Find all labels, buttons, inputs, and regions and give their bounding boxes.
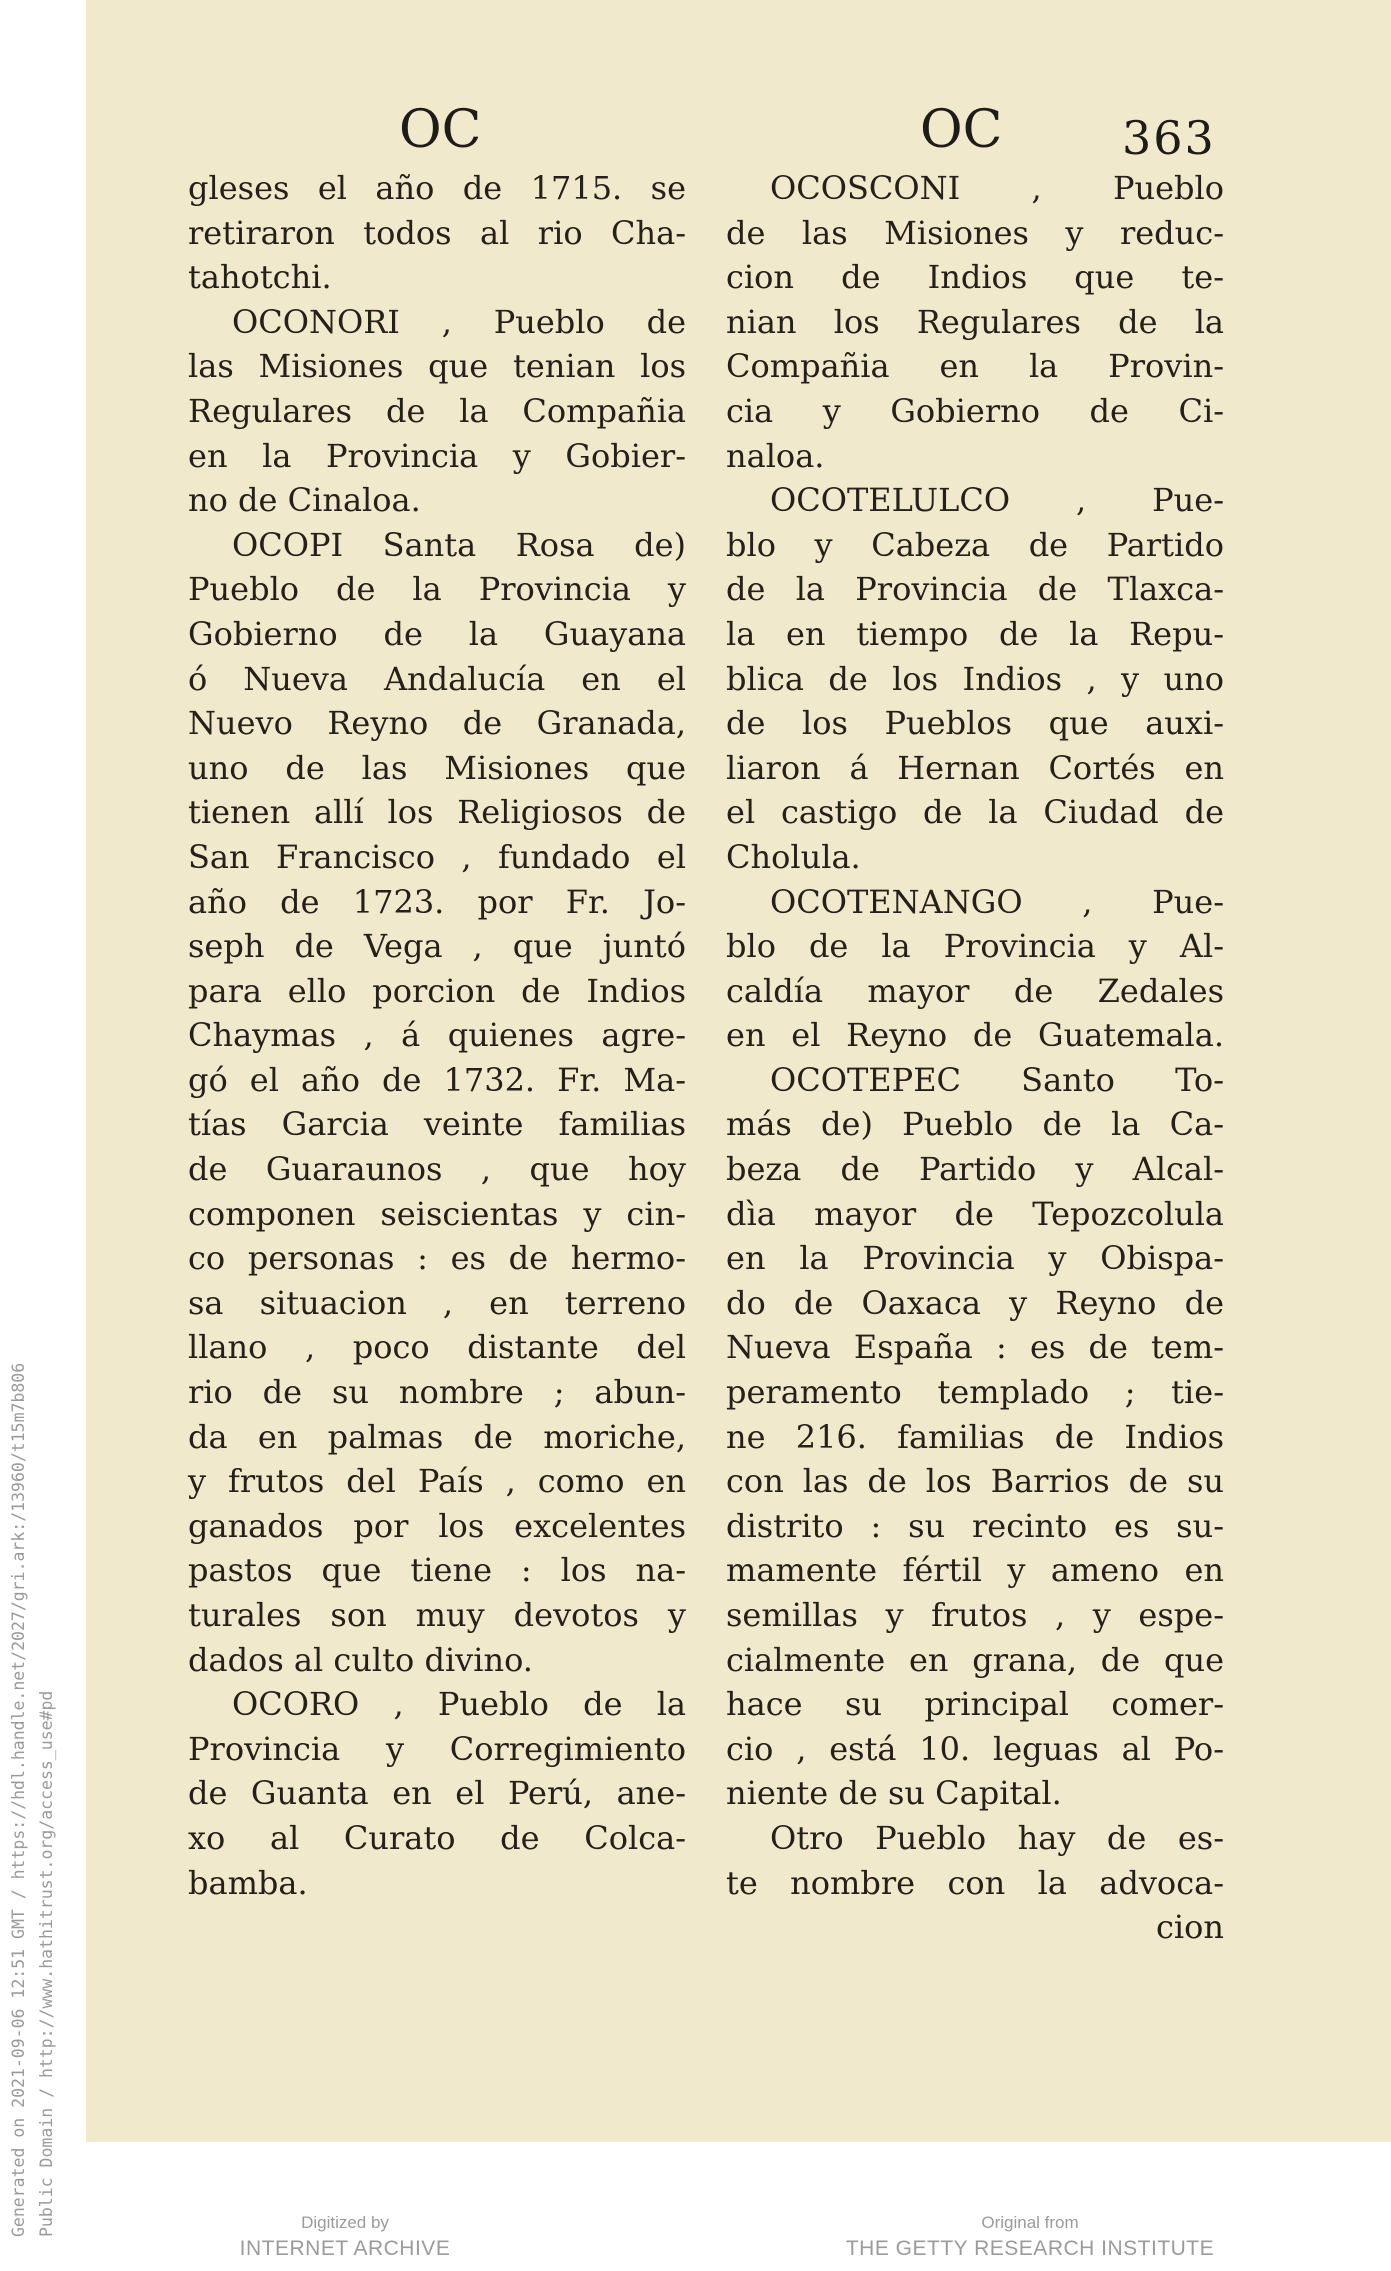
text-line: tías Garcia veinte familias [188,1105,686,1144]
text-line: dados al culto divino. [188,1640,533,1679]
access-note-license: Public Domain / http://www.hathitrust.org/access_use#pd [37,1690,56,2237]
text-line: tienen allí los Religiosos de [188,793,686,832]
text-line: turales son muy devotos y [188,1596,686,1634]
getty-institute-label: THE GETTY RESEARCH INSTITUTE [845,2237,1215,2260]
text-line: de Guaraunos , que hoy [188,1150,686,1189]
catchword: cion [1155,1908,1224,1947]
text-line: peramento templado ; tie- [726,1373,1224,1412]
text-line: uno de las Misiones que [188,748,686,787]
text-line: cio , está 10. leguas al Po- [726,1729,1224,1768]
running-head-right: OC [920,100,1003,160]
entry-heading-line: OCOTENANGO , Pue- [770,882,1224,921]
book-page [86,0,1391,2142]
entry-heading-line: OCORO , Pueblo de la [232,1685,686,1724]
text-line: naloa. [726,436,825,475]
text-line: mamente fértil y ameno en [726,1551,1224,1590]
text-line: ganados por los excelentes [188,1506,686,1545]
text-line: ne 216. familias de Indios [726,1417,1224,1456]
text-line: para ello porcion de Indios [188,971,686,1010]
running-head-left: OC [399,100,482,160]
digitized-by-credit [230,2211,460,2263]
entry-heading-line: OCOPI Santa Rosa de) [232,525,686,564]
text-line: ó Nueva Andalucía en el [188,659,686,698]
text-line: te nombre con la advoca- [726,1863,1224,1902]
text-line: tahotchi. [188,258,332,297]
text-line: nian los Regulares de la [726,302,1224,341]
text-line: año de 1723. por Fr. Jo- [188,882,686,921]
text-line: co personas : es de hermo- [188,1239,686,1278]
text-line: en la Provincia y Gobier- [188,436,686,475]
text-line: semillas y frutos , y espe- [726,1596,1224,1634]
text-line: no de Cinaloa. [188,481,421,520]
page-number: 363 [1122,111,1216,165]
text-line: más de) Pueblo de la Ca- [726,1105,1224,1144]
text-line: do de Oaxaca y Reyno de [726,1283,1224,1322]
text-line: componen seiscientas y cin- [188,1194,686,1233]
text-line: blo de la Provincia y Al- [726,927,1224,966]
text-line: con las de los Barrios de su [726,1462,1224,1501]
text-line: distrito : su recinto es su- [726,1506,1224,1545]
text-line: las Misiones que tenian los [188,347,686,386]
text-line: Compañia en la Provin- [726,347,1224,386]
text-line: hace su principal comer- [726,1685,1224,1724]
text-line: niente de su Capital. [726,1774,1062,1813]
text-line: retiraron todos al rio Cha- [188,213,686,252]
text-line: xo al Curato de Colca- [188,1818,686,1857]
text-line: cialmente en grana, de que [726,1640,1224,1679]
text-line: el castigo de la Ciudad de [726,793,1224,832]
text-line: llano , poco distante del [188,1328,686,1367]
text-line: la en tiempo de la Repu- [726,614,1224,653]
text-line: seph de Vega , que juntó [188,927,686,966]
text-line: da en palmas de moriche, [188,1417,686,1456]
text-line: Pueblo de la Provincia y [188,570,686,609]
text-line: pastos que tiene : los na- [188,1551,686,1590]
text-line: en la Provincia y Obispa- [726,1239,1224,1278]
text-line: de los Pueblos que auxi- [726,704,1224,743]
text-line: dìa mayor de Tepozcolula [726,1194,1224,1233]
entry-heading-line: OCOTELULCO , Pue- [770,481,1224,520]
entry-heading-line: Otro Pueblo hay de es- [770,1818,1224,1857]
text-line: blo y Cabeza de Partido [726,525,1224,564]
original-from-credit [840,2211,1220,2263]
entry-heading-line: OCOTEPEC Santo To- [770,1060,1224,1099]
text-line: sa situacion , en terreno [188,1283,686,1322]
access-note [6,1087,56,2237]
text-line: de Guanta en el Perú, ane- [188,1774,686,1813]
text-line: Regulares de la Compañia [188,391,686,430]
text-line: gó el año de 1732. Fr. Ma- [188,1060,686,1099]
text-line: caldía mayor de Zedales [726,971,1224,1010]
left-margin [0,0,86,2271]
text-line: San Francisco , fundado el [188,837,686,876]
text-line: de la Provincia de Tlaxca- [726,570,1224,609]
text-line: rio de su nombre ; abun- [188,1373,686,1412]
entry-heading-line: OCONORI , Pueblo de [232,302,686,341]
text-line: liaron á Hernan Cortés en [726,748,1224,787]
original-from-label: Original from [981,2213,1079,2232]
text-line: bamba. [188,1863,308,1902]
internet-archive-label: INTERNET ARCHIVE [239,2237,451,2260]
text-line: en el Reyno de Guatemala. [726,1016,1224,1055]
digitized-by-label: Digitized by [301,2213,389,2232]
text-line: Cholula. [726,837,861,876]
text-line: de las Misiones y reduc- [726,213,1224,252]
access-note-generated: Generated on 2021-09-06 12:51 GMT / https://hdl.handle.net/2027/gri.ark:/13960/t15m7b806 [9,1362,28,2237]
text-line: Nueva España : es de tem- [726,1328,1224,1367]
text-line: Provincia y Corregimiento [188,1729,686,1768]
text-line: gleses el año de 1715. se [188,169,686,207]
left-column [188,166,686,1905]
text-line: blica de los Indios , y uno [726,659,1224,698]
text-line: Nuevo Reyno de Granada, [188,704,686,743]
text-line: Gobierno de la Guayana [188,614,686,653]
text-line: cion de Indios que te- [726,258,1224,297]
right-column [726,166,1224,1950]
text-line: cia y Gobierno de Ci- [726,391,1224,430]
text-line: Chaymas , á quienes agre- [188,1016,686,1055]
entry-heading-line: OCOSCONI , Pueblo [770,169,1224,207]
text-line: beza de Partido y Alcal- [726,1150,1224,1189]
text-line: y frutos del País , como en [188,1462,686,1501]
